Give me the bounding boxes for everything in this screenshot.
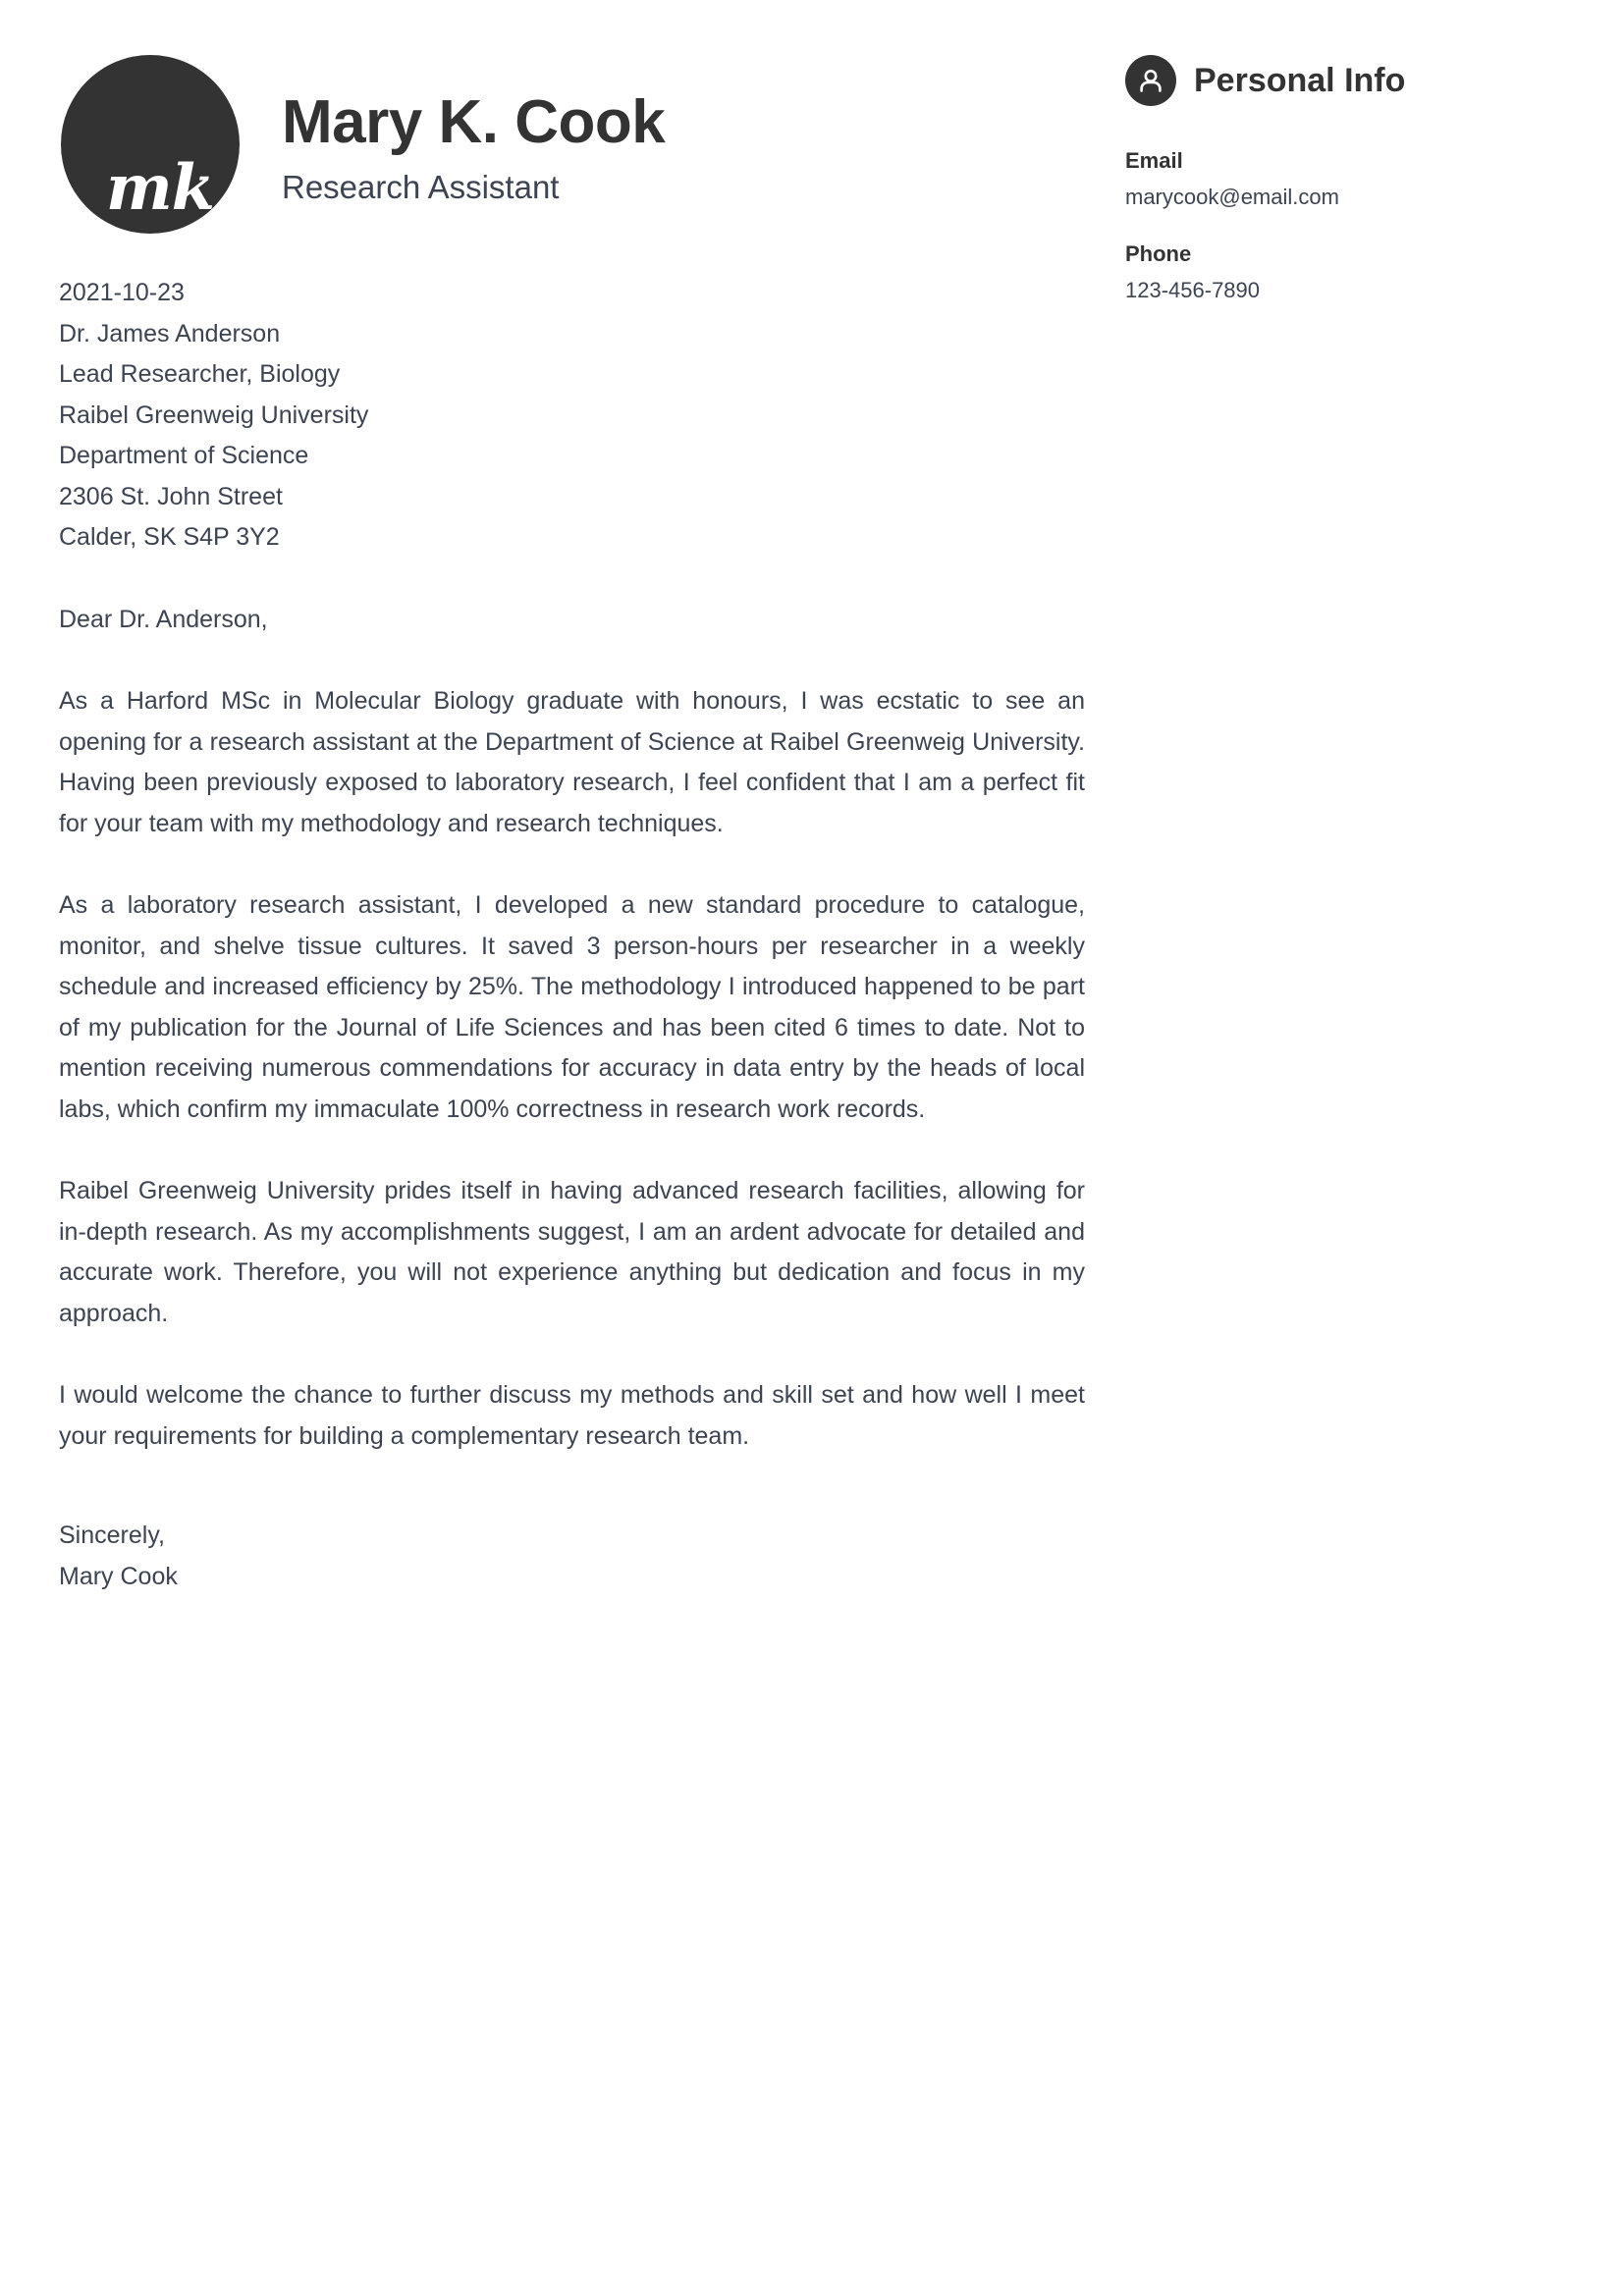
email-value[interactable]: marycook@email.com: [1125, 184, 1339, 209]
page-title: Mary K. Cook: [282, 88, 666, 156]
personal-info-header: [1125, 55, 1587, 106]
name-block: [282, 90, 665, 207]
letter-paragraph-4: I would welcome the chance to further discuss my methods and skill set and how well I meet your requirements for building a complementary research team.: [59, 1381, 1085, 1450]
recipient-organization: Raibel Greenweig University: [59, 400, 369, 429]
letter-closing-block: [59, 1516, 1085, 1597]
letter-closing: Sincerely,: [59, 1522, 165, 1549]
recipient-address-block: [59, 273, 1085, 559]
personal-info-field-email: [1125, 145, 1587, 213]
phone-label: Phone: [1125, 240, 1192, 266]
letter-paragraph-3: Raibel Greenweig University prides itself in having advanced research facilities, allowing for in-depth research. As my accomplishments suggest, I am an ardent advocate for detailed and accurate work. Therefore, you will not experience anything but dedication and focus in my approach.: [59, 1177, 1085, 1327]
monogram-initials: mk: [105, 151, 214, 225]
letter-paragraph-1: As a Harford MSc in Molecular Biology graduate with honours, I was ecstatic to see an opening for a research assistant at the Department of Science at Raibel Greenweig University. Having been previously exposed to laboratory research, I feel confident that I am a perfect fit for your team with my methodology and research techniques.: [59, 687, 1085, 837]
recipient-street: 2306 St. John Street: [59, 482, 283, 510]
letter-salutation: Dear Dr. Anderson,: [59, 605, 268, 633]
personal-info-field-phone: [1125, 239, 1587, 306]
recipient-department: Department of Science: [59, 442, 309, 469]
letter-paragraph-2: As a laboratory research assistant, I developed a new standard procedure to catalogue, monitor, and shelve tissue cultures. It saved 3 person-hours per researcher in a weekly schedule and increased efficiency by 25%. The methodology I introduced happened to be part of my publication for the Journal of Life Sciences and has been cited 6 times to date. Not to mention receiving numerous commendations for accuracy in data entry by the heads of local labs, which confirm my immaculate 100% correctness in research work records.: [59, 891, 1085, 1123]
recipient-name: Dr. James Anderson: [59, 319, 281, 347]
personal-info-title: Personal Info: [1194, 62, 1406, 99]
letter-date: 2021-10-23: [59, 279, 185, 306]
recipient-role: Lead Researcher, Biology: [59, 360, 341, 388]
email-label: Email: [1125, 148, 1183, 173]
job-title: Research Assistant: [282, 169, 560, 206]
letter-body: [59, 273, 1085, 1597]
recipient-city-region: Calder, SK S4P 3Y2: [59, 523, 280, 551]
phone-value[interactable]: 123-456-7890: [1125, 277, 1261, 302]
person-icon: [1125, 55, 1176, 106]
letter-signature: Mary Cook: [59, 1562, 178, 1590]
personal-info-section: [1125, 55, 1587, 332]
monogram-avatar: [61, 55, 240, 234]
